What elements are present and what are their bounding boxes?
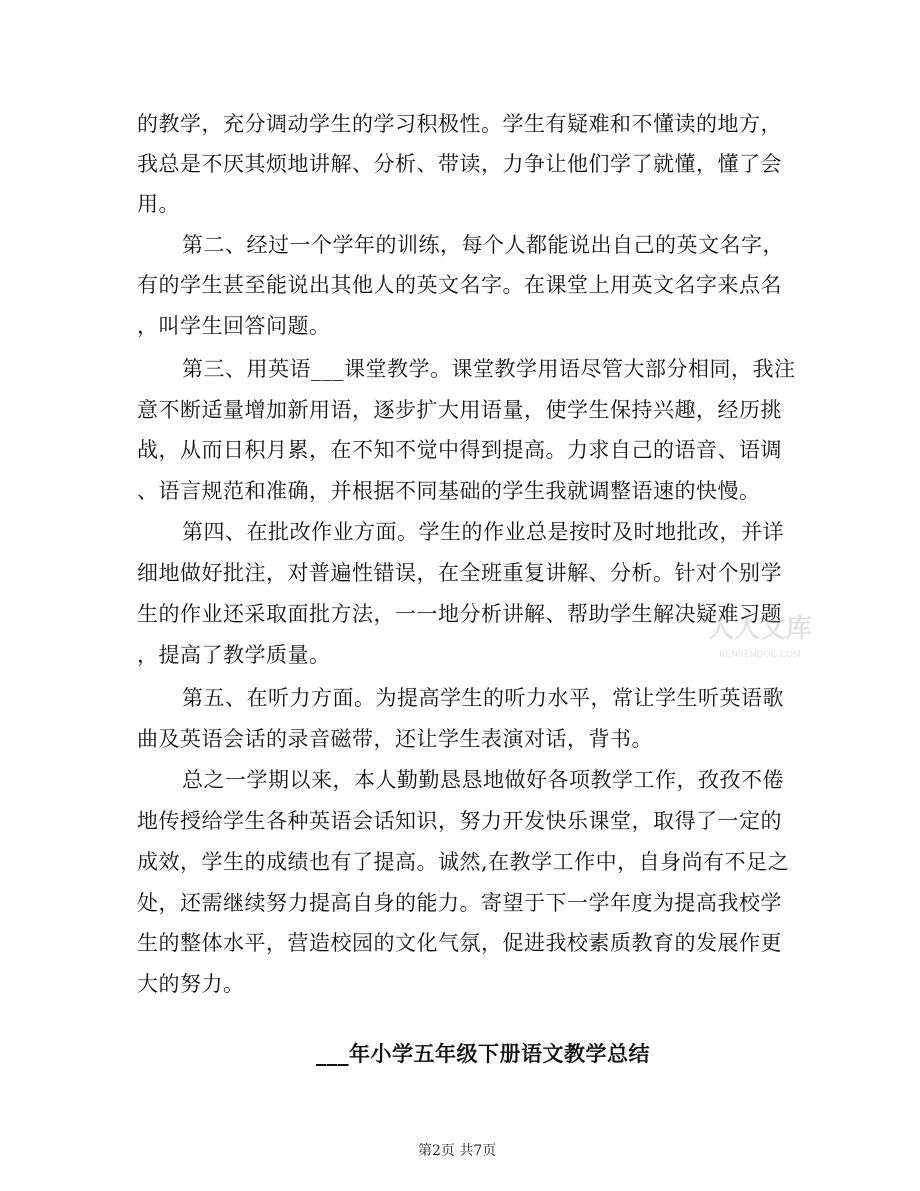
paragraph-1-line-3: 用。 (137, 192, 180, 216)
page-number-footer: 第2页 共7页 (418, 1143, 497, 1159)
paragraph-4-line-2: 细地做好批注，对普遍性错误，在全班重复讲解、分析。针对个别学 (137, 561, 782, 585)
paragraph-6-line-6: 大的努力。 (137, 972, 245, 996)
paragraph-3-line-1: 第三、用英语___课堂教学。课堂教学用语尽管大部分相同，我注 (182, 357, 796, 381)
paragraph-1-line-2: 我总是不厌其烦地讲解、分析、带读，力争让他们学了就懂，懂了会 (137, 152, 782, 176)
watermark-subtext: RENRENDOC.COM (719, 650, 801, 660)
paragraph-3-line-2: 意不断适量增加新用语，逐步扩大用语量，使学生保持兴趣，经历挑 (137, 398, 782, 422)
paragraph-5-line-2: 曲及英语会话的录音磁带，还让学生表演对话，背书。 (137, 727, 653, 751)
paragraph-2-line-1: 第二、经过一个学年的训练，每个人都能说出自己的英文名字， (182, 233, 784, 257)
paragraph-2-line-2: 有的学生甚至能说出其他人的英文名字。在课堂上用英文名字来点名 (137, 273, 782, 297)
paragraph-6-line-3: 成效，学生的成绩也有了提高。诚然,在教学工作中，自身尚有不足之 (137, 850, 790, 874)
paragraph-3-line-4: 、语言规范和准确，并根据不同基础的学生我就调整语速的快慢。 (137, 479, 761, 503)
section-heading: ___年小学五年级下册语文教学总结 (316, 1041, 650, 1066)
paragraph-2-line-3: ，叫学生回答问题。 (137, 314, 331, 338)
watermark-text: 人人文库 (707, 614, 813, 644)
paragraph-6-line-2: 地传授给学生各种英语会话知识，努力开发快乐课堂，取得了一定的 (137, 809, 782, 833)
paragraph-3-line-3: 战，从而日积月累，在不知不觉中得到提高。力求自己的语音、语调 (137, 438, 782, 462)
paragraph-4-line-3: 生的作业还采取面批方法，一一地分析讲解、帮助学生解决疑难习题 (137, 602, 782, 626)
paragraph-1-line-1: 的教学，充分调动学生的学习积极性。学生有疑难和不懂读的地方， (137, 112, 782, 136)
paragraph-6-line-5: 生的整体水平，营造校园的文化气氛，促进我校素质教育的发展作更 (137, 931, 782, 955)
paragraph-6-line-4: 处，还需继续努力提高自身的能力。寄望于下一学年度为提高我校学 (137, 891, 782, 915)
paragraph-5-line-1: 第五、在听力方面。为提高学生的听力水平，常让学生听英语歌 (182, 686, 784, 710)
paragraph-6-line-1: 总之一学期以来，本人勤勤恳恳地做好各项教学工作，孜孜不倦 (182, 768, 784, 792)
watermark-logo-icon (700, 585, 820, 705)
paragraph-4-line-1: 第四、在批改作业方面。学生的作业总是按时及时地批改，并详 (182, 520, 784, 544)
paragraph-4-line-4: ，提高了教学质量。 (137, 643, 331, 667)
